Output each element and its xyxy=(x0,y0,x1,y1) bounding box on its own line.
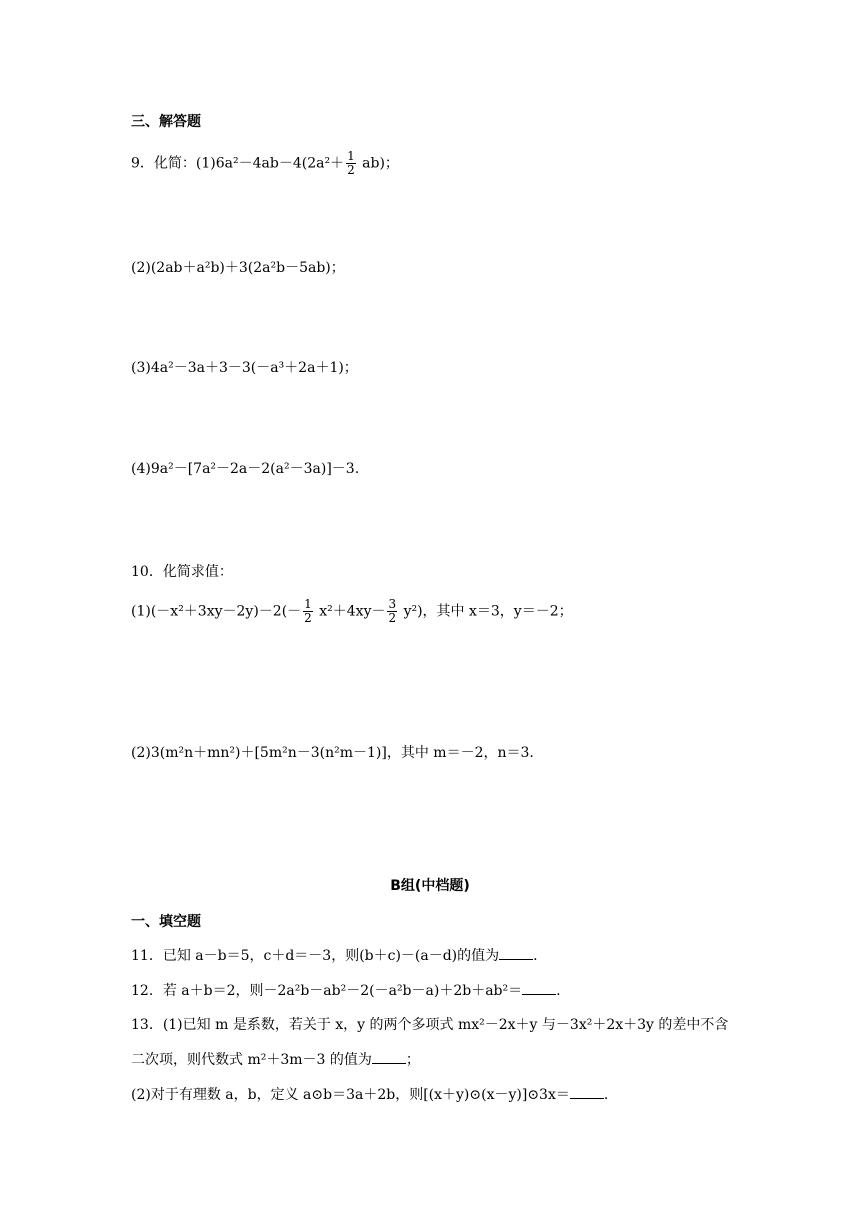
fraction-denominator: 2 xyxy=(388,611,397,625)
answer-blank[interactable] xyxy=(570,1084,604,1099)
fraction-one-half xyxy=(303,598,313,625)
question-12 xyxy=(131,980,561,1001)
fraction-numerator: 3 xyxy=(388,597,397,611)
q11-text: 11．已知 a－b＝5，c＋d＝－3，则(b＋c)－(a－d)的值为 xyxy=(131,948,500,964)
q10-p1-text-c: y²)，其中 x＝3，y＝－2； xyxy=(399,603,573,620)
group-b-title: B组(中档题) xyxy=(390,878,470,894)
question-11 xyxy=(131,945,538,966)
question-10-part-2: (2)3(m²n＋mn²)＋[5m²n－3(n²m－1)]，其中 m＝－2，n＝3. xyxy=(131,745,534,761)
q13-line2-end: ； xyxy=(405,1052,420,1068)
answer-blank[interactable] xyxy=(499,945,533,960)
q11-end: . xyxy=(533,948,538,964)
q10-p1-text-a: (1)(－x²＋3xy－2y)－2(－ xyxy=(131,603,302,620)
q9-p1-text-pre: 9．化简：(1)6a²－4ab－4(2a²＋ xyxy=(131,155,345,172)
q13-line3-end: . xyxy=(603,1087,609,1103)
section-heading-fill-blanks: 一、填空题 xyxy=(131,914,201,930)
answer-blank[interactable] xyxy=(372,1049,406,1064)
question-13-line-2 xyxy=(131,1049,420,1070)
q9-p1-text-post: ab)； xyxy=(357,155,399,172)
q13-line3-text: (2)对于有理数 a，b，定义 a⊙b＝3a＋2b，则[(x＋y)⊙(x－y)]⊙3x＝ xyxy=(131,1087,570,1103)
fraction-denominator: 2 xyxy=(304,611,312,625)
question-13-line-1: 13．(1)已知 m 是系数，若关于 x，y 的两个多项式 mx²－2x＋y 与－3x²＋2x＋3y 的差中不含 xyxy=(131,1017,729,1033)
fraction-numerator: 1 xyxy=(347,149,355,163)
section-heading-answer-questions: 三、解答题 xyxy=(131,114,201,130)
question-9-part-4: (4)9a²－[7a²－2a－2(a²－3a)]－3. xyxy=(131,461,360,477)
fraction-one-half xyxy=(346,150,356,177)
question-13-line-3 xyxy=(131,1084,608,1105)
answer-blank[interactable] xyxy=(522,980,556,995)
fraction-numerator: 1 xyxy=(304,597,312,611)
question-9-part-2: (2)(2ab＋a²b)＋3(2a²b－5ab)； xyxy=(131,260,345,276)
q12-text: 12．若 a＋b＝2，则－2a²b－ab²－2(－a²b－a)＋2b＋ab²＝ xyxy=(131,983,523,999)
question-10-title: 10．化简求值： xyxy=(131,564,233,580)
fraction-denominator: 2 xyxy=(347,163,355,177)
q13-line2-text: 二次项，则代数式 m²＋3m－3 的值为 xyxy=(131,1052,372,1068)
question-9-part-1 xyxy=(131,150,399,177)
q12-end: . xyxy=(556,983,561,999)
fraction-three-halves xyxy=(387,598,397,625)
question-9-part-3: (3)4a²－3a＋3－3(－a³＋2a＋1)； xyxy=(131,360,358,376)
q10-p1-text-b: x²＋4xy－ xyxy=(314,603,386,620)
question-10-part-1 xyxy=(131,598,573,625)
